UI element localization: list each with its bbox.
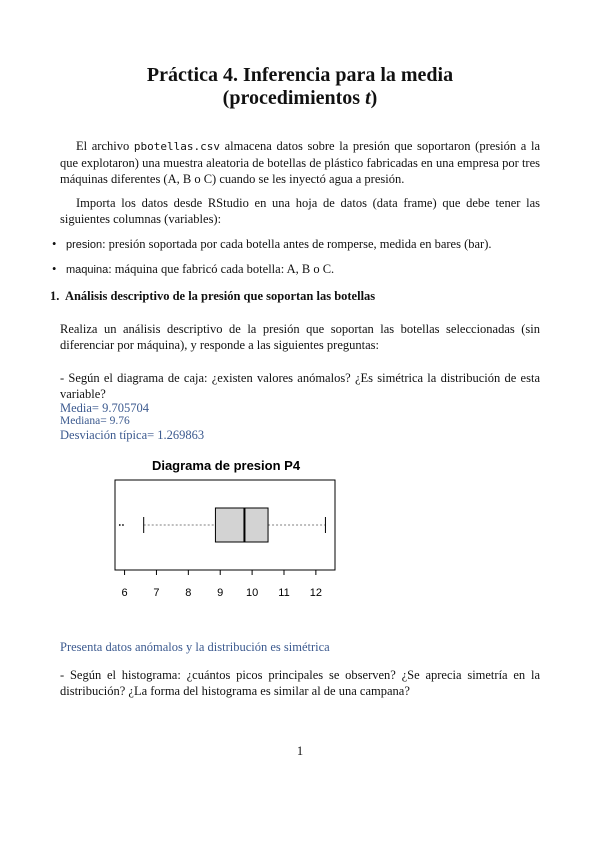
- x-tick-label: 6: [121, 587, 128, 599]
- import-paragraph: Importa los datos desde RStudio en una hoja de datos (data frame) que debe tener las siguientes columnas (variables):: [60, 196, 540, 226]
- answer-mediana: Mediana= 9.76: [60, 415, 130, 427]
- answer-desviacion: Desviación típica= 1.269863: [60, 428, 205, 442]
- intro-text-2: almacena datos sobre la presión que soportaron (presión a la que explotaron) una muestra aleatoria de botellas de plástico fabricadas en una empresa por tres máquinas diferentes (A, B o C) cuando se les inyectó agua a presión.: [60, 139, 540, 186]
- answer-media: Media= 9.705704: [60, 401, 149, 415]
- answer-conclusion: Presenta datos anómalos y la distribución es simétrica: [60, 640, 330, 654]
- outlier-point: [122, 524, 124, 526]
- x-tick-label: 7: [153, 587, 160, 599]
- variable-desc: : máquina que fabricó cada botella: A, B o C.: [108, 262, 335, 276]
- bullet-icon: •: [52, 237, 57, 251]
- x-tick-label: 8: [185, 587, 192, 599]
- title-line-1: Práctica 4. Inferencia para la media: [146, 64, 454, 86]
- question-2: - Según el histograma: ¿cuántos picos principales se observen? ¿Se aprecia simetría en la distribución? ¿La forma del histograma es similar al de una campana?: [60, 668, 540, 698]
- title-line-2: [60, 87, 540, 110]
- variable-name: presion: [66, 239, 103, 251]
- title-variable: t: [365, 87, 371, 109]
- page-title: [60, 64, 540, 110]
- variable-item-presion: [52, 236, 542, 253]
- x-tick-label: 12: [309, 587, 322, 599]
- section-1-intro: Realiza un análisis descriptivo de la presión que soportan las botellas seleccionadas (sin diferenciar por máquina), y responde a las siguientes preguntas:: [60, 322, 540, 352]
- title-line-2-end: ): [370, 87, 378, 109]
- bullet-icon: •: [52, 262, 57, 276]
- intro-text-1: El archivo: [76, 139, 134, 153]
- variable-item-maquina: [52, 261, 542, 278]
- section-title: Análisis descriptivo de la presión que soportan las botellas: [64, 289, 376, 303]
- filename: pbotellas.csv: [133, 140, 220, 153]
- outlier-point: [119, 524, 121, 526]
- question-1: - Según el diagrama de caja: ¿existen valores anómalos? ¿Es simétrica la distribución de esta variable?: [60, 371, 540, 401]
- box-iqr: [215, 508, 268, 542]
- boxplot-marks: [119, 508, 326, 542]
- page-number: 1: [296, 744, 304, 758]
- x-tick-label: 11: [278, 587, 290, 599]
- title-line-2-text: (procedimientos: [222, 87, 366, 109]
- boxplot-chart: [100, 452, 350, 602]
- intro-paragraph: [60, 138, 540, 187]
- x-tick-label: 9: [217, 587, 224, 599]
- variable-desc: : presión soportada por cada botella antes de romperse, medida en bares (bar).: [102, 237, 492, 251]
- section-number: 1.: [50, 289, 60, 303]
- x-axis: [122, 570, 322, 599]
- x-tick-label: 10: [245, 587, 259, 599]
- chart-title: Diagrama de presion P4: [151, 458, 301, 473]
- section-1-heading: [50, 288, 550, 304]
- variable-name: maquina: [66, 264, 109, 276]
